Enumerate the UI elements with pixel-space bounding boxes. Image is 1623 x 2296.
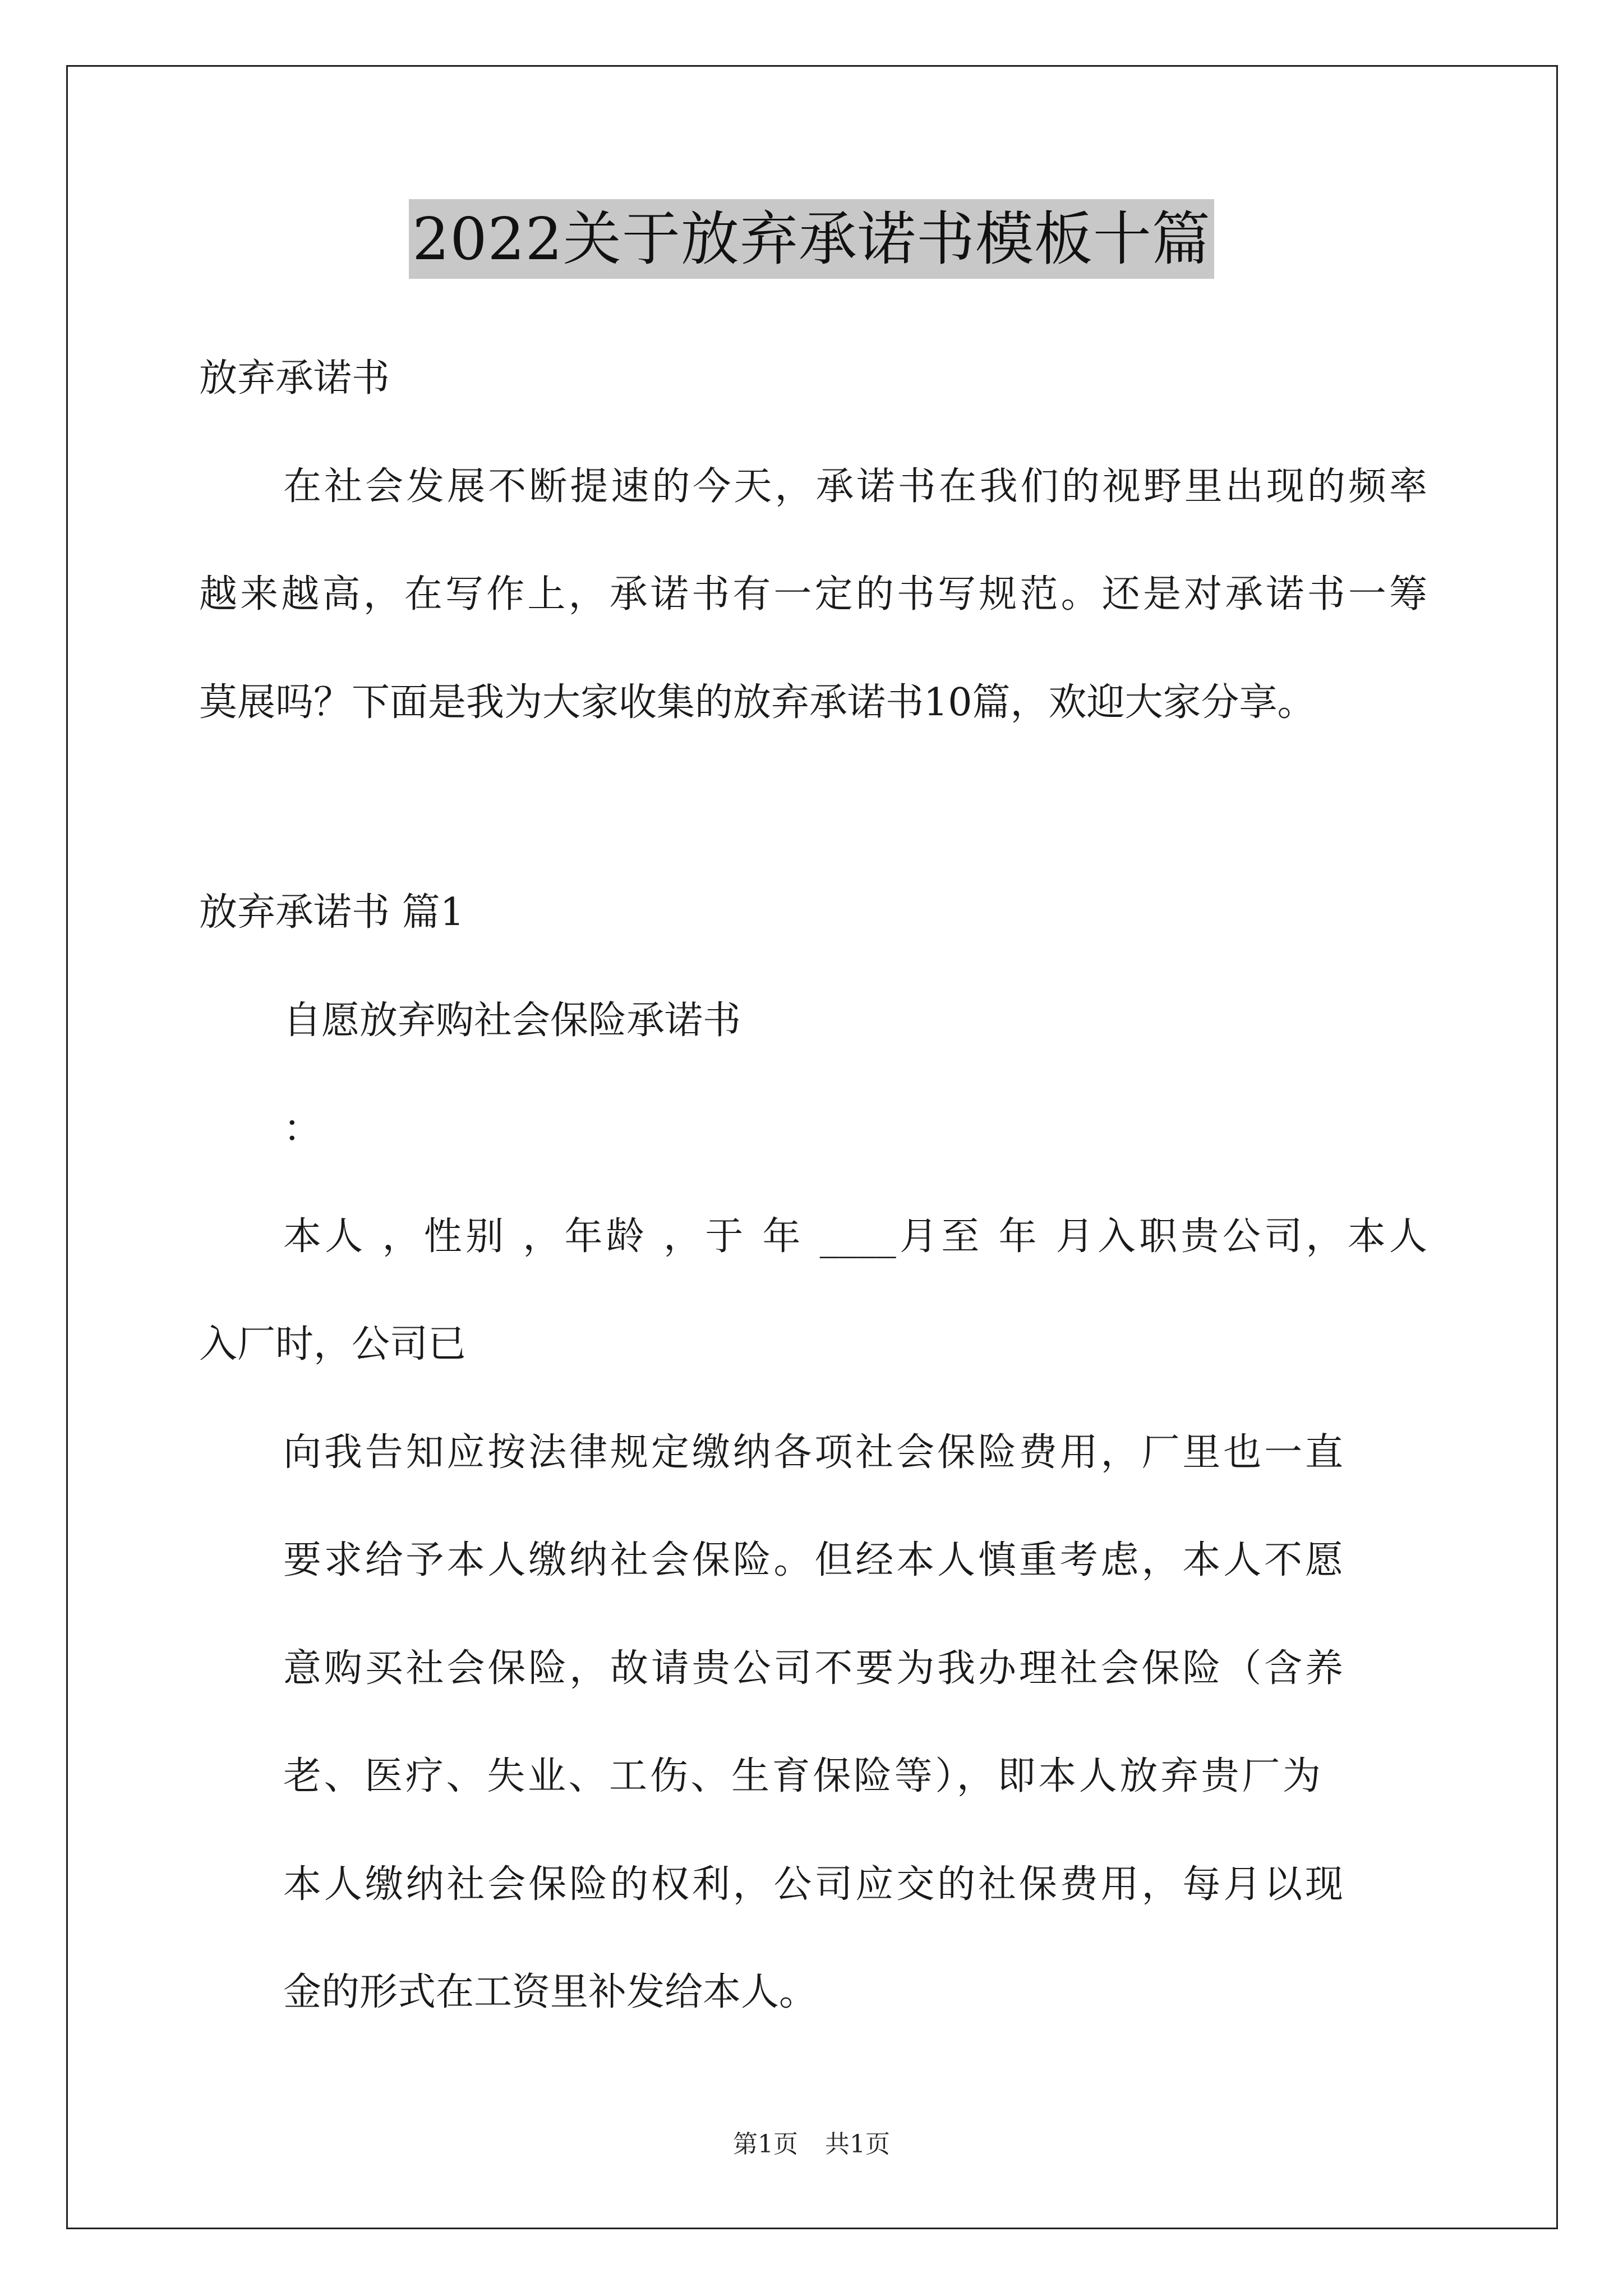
body-paragraph-line: 金的形式在工资里补发给本人。: [283, 1970, 818, 2014]
body-paragraph-line: 要求给予本人缴纳社会保险。但经本人慎重考虑，本人不愿: [283, 1538, 1343, 1582]
intro-line-2: 越来越高，在写作上，承诺书有一定的书写规范。还是对承诺书一筹: [199, 572, 1427, 616]
body-paragraph-line: 向我告知应按法律规定缴纳各项社会保险费用，厂里也一直: [283, 1430, 1343, 1475]
body-line-1: 本人 ，性别 ，年龄 ，于 年 ____月至 年 月入职贵公司，本人: [283, 1214, 1427, 1259]
document-title: 2022关于放弃承诺书模板十篇: [409, 199, 1214, 279]
page-number-total: 共1页: [825, 2130, 890, 2159]
body-paragraph-line: 老、医疗、失业、工伤、生育保险等），即本人放弃贵厂为: [283, 1754, 1321, 1798]
title-container: [0, 199, 1623, 279]
salutation: ：: [283, 1107, 322, 1151]
letter-title: 自愿放弃购社会保险承诺书: [283, 999, 741, 1043]
section-heading: 放弃承诺书 篇1: [199, 890, 464, 935]
body-paragraph-line: 本人缴纳社会保险的权利，公司应交的社保费用，每月以现: [283, 1862, 1343, 1907]
intro-line-3: 莫展吗？下面是我为大家收集的放弃承诺书10篇，欢迎大家分享。: [199, 680, 1316, 725]
body-paragraph-line: 意购买社会保险，故请贵公司不要为我办理社会保险（含养: [283, 1646, 1343, 1691]
intro-line-1: 在社会发展不断提速的今天，承诺书在我们的视野里出现的频率: [283, 464, 1427, 509]
page-footer: [0, 2128, 1623, 2161]
intro-heading: 放弃承诺书: [199, 356, 390, 401]
page-number-current: 第1页: [733, 2130, 798, 2159]
body-line-2: 入厂时，公司已: [199, 1322, 467, 1366]
